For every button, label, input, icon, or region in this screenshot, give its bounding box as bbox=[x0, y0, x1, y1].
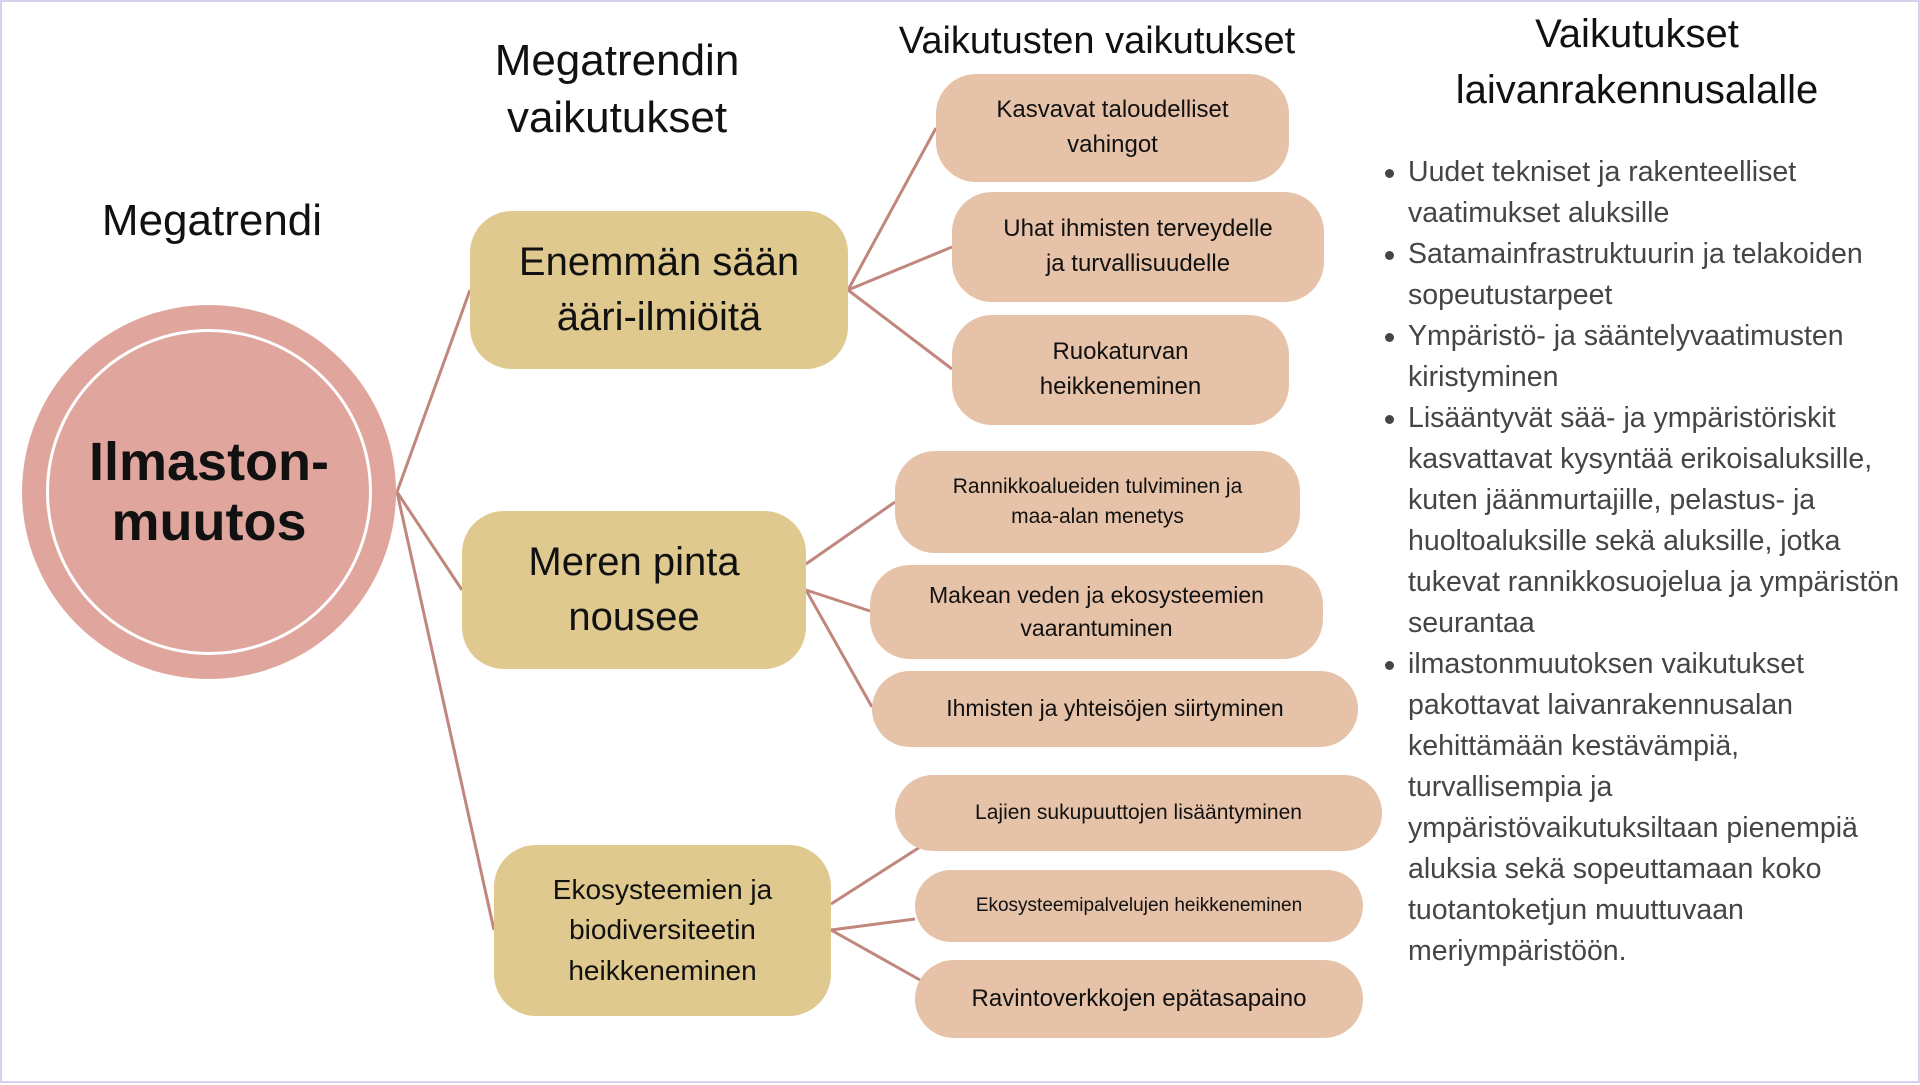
list-item: Lisääntyvät sää- ja ympäristöriskit kasvattavat kysyntää erikoisaluksille, kuten jäänmurtajille, pelastus- ja huoltoaluksille sekä aluksille, jotka tukevat rannikkosuojelua ja ympäristön seurantaa bbox=[1382, 398, 1902, 644]
sub-box-coastal-flooding: Rannikkoalueiden tulviminen ja maa-alan menetys bbox=[895, 451, 1300, 553]
header-megatrend: Megatrendi bbox=[101, 196, 323, 245]
connector-line bbox=[806, 502, 895, 564]
sub-box-food-security: Ruokaturvan heikkeneminen bbox=[952, 315, 1289, 425]
connector-line bbox=[831, 930, 920, 980]
header-effects-of-effects: Vaikutusten vaikutukset bbox=[898, 20, 1296, 62]
effect-box-ecosystems: Ekosysteemien ja biodiversiteetin heikkeneminen bbox=[494, 845, 831, 1016]
sub-box-displacement: Ihmisten ja yhteisöjen siirtyminen bbox=[872, 671, 1358, 747]
connector-line bbox=[831, 847, 920, 904]
megatrend-label: Ilmaston- muutos bbox=[88, 431, 330, 552]
list-item: Satamainfrastruktuurin ja telakoiden sopeutustarpeet bbox=[1382, 234, 1902, 316]
sub-box-food-webs: Ravintoverkkojen epätasapaino bbox=[915, 960, 1363, 1038]
header-effects: Megatrendin vaikutukset bbox=[494, 36, 740, 143]
connector-line bbox=[831, 919, 915, 930]
connector-line bbox=[397, 290, 470, 492]
megatrend-circle-inner bbox=[46, 329, 372, 655]
list-item: Ympäristö- ja sääntelyvaatimusten kiristyminen bbox=[1382, 316, 1902, 398]
sub-box-freshwater: Makean veden ja ekosysteemien vaarantuminen bbox=[870, 565, 1323, 659]
sub-box-health-safety: Uhat ihmisten terveydelle ja turvallisuudelle bbox=[952, 192, 1324, 302]
effect-box-extreme-weather: Enemmän sään ääri-ilmiöitä bbox=[470, 211, 848, 369]
connector-line bbox=[848, 290, 952, 369]
industry-impacts-list bbox=[1382, 152, 1902, 972]
sub-box-economic-damage: Kasvavat taloudelliset vahingot bbox=[936, 74, 1289, 182]
list-item: ilmastonmuutoksen vaikutukset pakottavat laivanrakennusalan kehittämään kestävämpiä, turvallisempia ja ympäristövaikutuksiltaan pienempiä aluksia sekä sopeuttamaan koko tuotantoketjun muuttuvaan meriympäristöön. bbox=[1382, 644, 1902, 972]
sub-box-extinctions: Lajien sukupuuttojen lisääntyminen bbox=[895, 775, 1382, 851]
effect-box-sea-level: Meren pinta nousee bbox=[462, 511, 806, 669]
connector-line bbox=[848, 128, 936, 290]
connector-line bbox=[848, 247, 952, 290]
list-item: Uudet tekniset ja rakenteelliset vaatimukset aluksille bbox=[1382, 152, 1902, 234]
sub-box-ecosystem-services: Ekosysteemipalvelujen heikkeneminen bbox=[915, 870, 1363, 942]
header-industry-effects: Vaikutukset laivanrakennusalalle bbox=[1455, 12, 1819, 112]
